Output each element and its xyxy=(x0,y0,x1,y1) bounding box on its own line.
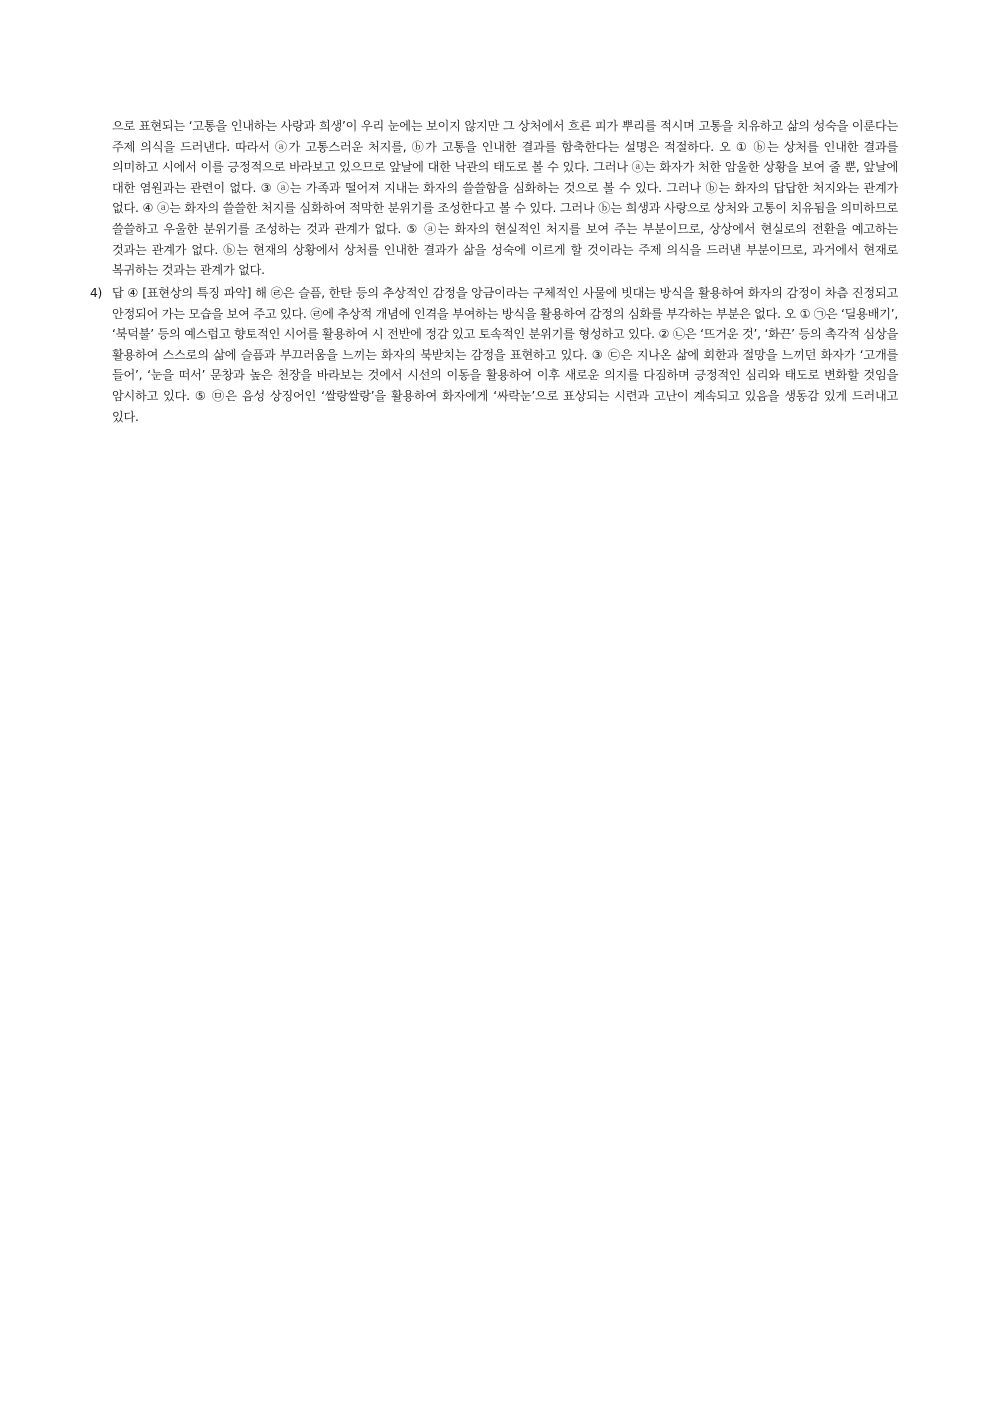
item-number: 4) xyxy=(90,286,103,300)
explanation-continuation-paragraph: 으로 표현되는 ‘고통을 인내하는 사랑과 희생’이 우리 눈에는 보이지 않지만 그 상처에서 흐른 피가 뿌리를 적시며 고통을 치유하고 삶의 성숙을 이룬다는 주제 의식을 드러낸다. 따라서 ⓐ가 고통스러운 처지를, ⓑ가 고통을 인내한 결과를 함축한다는 설명은 적절하다. 오 ① ⓑ는 상처를 인내한 결과를 의미하고 시에서 이를 긍정적으로 바라보고 있으므로 앞날에 대한 낙관의 태도로 볼 수 있다. 그러나 ⓐ는 화자가 처한 암울한 상황을 보여 줄 뿐, 앞날에 대한 염원과는 관련이 없다. ③ ⓐ는 가족과 떨어져 지내는 화자의 쓸쓸함을 심화하는 것으로 볼 수 있다. 그러나 ⓑ는 화자의 답답한 처지와는 관계가 없다. ④ ⓐ는 화자의 쓸쓸한 처지를 심화하여 적막한 분위기를 조성한다고 볼 수 있다. 그러나 ⓑ는 희생과 사랑으로 상처와 고통이 치유됨을 의미하므로 쓸쓸하고 우울한 분위기를 조성하는 것과 관계가 없다. ⑤ ⓐ는 화자의 현실적인 처지를 보여 주는 부분이므로, 상상에서 현실로의 전환을 예고하는 것과는 관계가 없다. ⓑ는 현재의 상황에서 상처를 인내한 결과가 삶을 성숙에 이르게 할 것이라는 주제 의식을 드러낸 부분이므로, 과거에서 현재로 복귀하는 것과는 관계가 없다. xyxy=(112,119,898,278)
answer-item-4-text: 답 ④ [표현상의 특징 파악] 해 ㉣은 슬픔, 한탄 등의 추상적인 감정을 앙금이라는 구체적인 사물에 빗대는 방식을 활용하여 화자의 감정이 차츰 진정되고 안정되어 가는 모습을 보여 주고 있다. ㉣에 추상적 개념에 인격을 부여하는 방식을 활용하여 감정의 심화를 부각하는 부분은 없다. 오 ① ㉠은 ‘딜용배기’, ‘북덕불’ 등의 예스럽고 향토적인 시어를 활용하여 시 전반에 정감 있고 토속적인 분위기를 형성하고 있다. ② ㉡은 ‘뜨거운 것’, ‘화끈’ 등의 촉각적 심상을 활용하여 스스로의 삶에 슬픔과 부끄러움을 느끼는 화자의 북받치는 감정을 표현하고 있다. ③ ㉢은 지나온 삶에 회한과 절망을 느끼던 화자가 ‘고개를 들어’, ‘눈을 떠서’ 문창과 높은 천장을 바라보는 것에서 시선의 이동을 활용하여 이후 새로운 의지를 다짐하며 긍정적인 심리와 태도로 변화할 것임을 암시하고 있다. ⑤ ㉤은 음성 상징어인 ‘쌀랑쌀랑’을 활용하여 화자에게 ‘싸락눈’으로 표상되는 시련과 고난이 계속되고 있음을 생동감 있게 드러내고 있다. xyxy=(112,286,898,424)
answer-item-4 xyxy=(90,283,898,427)
